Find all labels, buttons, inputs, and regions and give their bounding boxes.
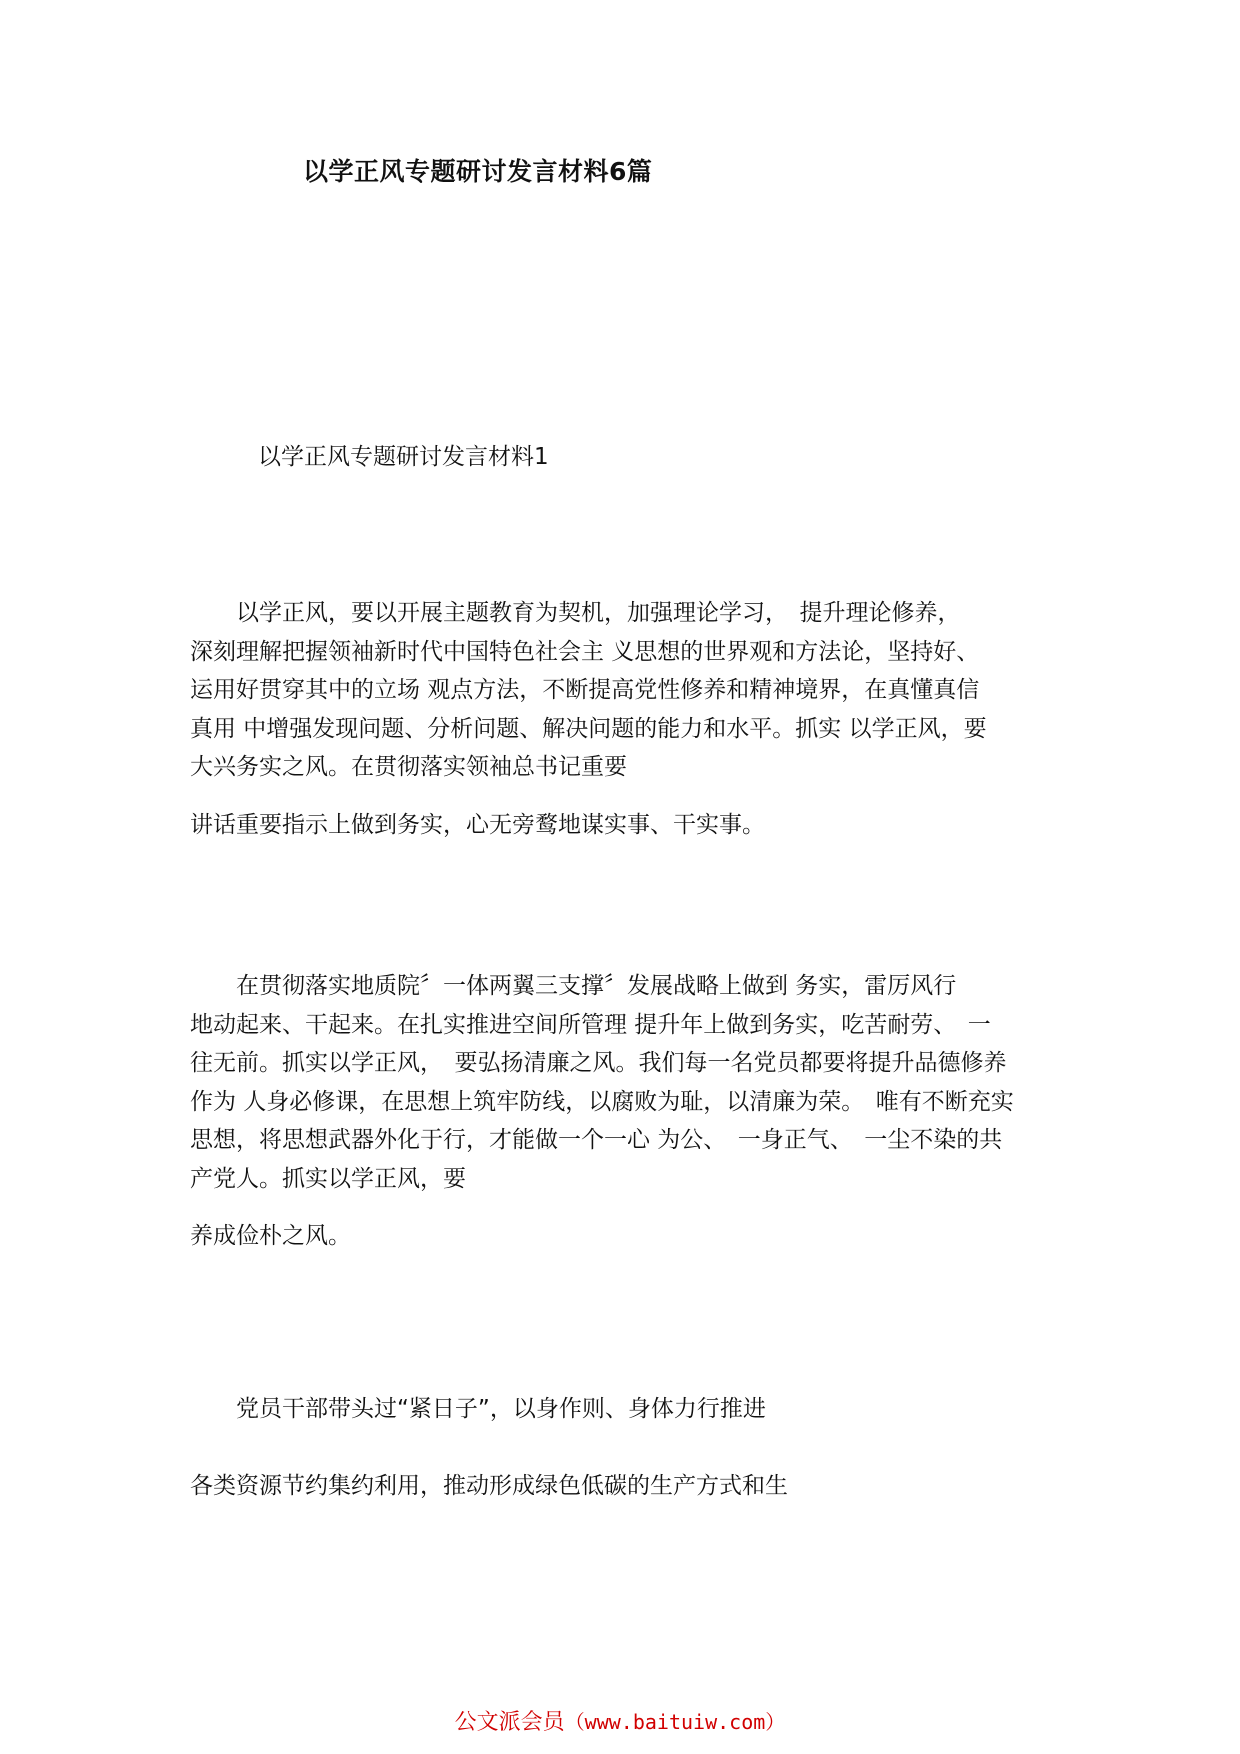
paragraph-1 (190, 594, 1070, 787)
paragraph-3-continuation: 各类资源节约集约利用，推动形成绿色低碳的生产方式和生 (190, 1473, 788, 1499)
paragraph-2 (190, 967, 1070, 1198)
document-title: 以学正风专题研讨发言材料6篇 (303, 157, 653, 186)
footer-brand: 公文派会员 (454, 1710, 565, 1735)
paragraph-2-continuation: 养成俭朴之风。 (190, 1223, 351, 1249)
paragraph-line: 在贯彻落实地质院〞一体两翼三支撑〞发展战略上做到 务实，雷厉风行 (190, 973, 957, 999)
footer-watermark (0, 1705, 1240, 1736)
paragraph-line: 运用好贯穿其中的立场 观点方法，不断提高党性修养和精神境界，在真懂真信 (190, 677, 980, 703)
paragraph-line: 思想，将思想武器外化于行，才能做一个一心 为公、 一身正气、 一尘不染的共 (190, 1127, 1003, 1153)
paragraph-3: 党员干部带头过“紧日子”，以身作则、身体力行推进 (190, 1396, 766, 1422)
paragraph-line: 产党人。抓实以学正风，要 (190, 1165, 466, 1192)
footer-url[interactable]: （www.baituiw.com） (564, 1710, 786, 1734)
paragraph-line: 真用 中增强发现问题、分析问题、解决问题的能力和水平。抓实 以学正风，要 (190, 715, 987, 742)
paragraph-line: 深刻理解把握领袖新时代中国特色社会主 义思想的世界观和方法论，坚持好、 (190, 638, 980, 665)
paragraph-line: 作为 人身必修课，在思想上筑牢防线，以腐败为耻，以清廉为荣。 唯有不断充实 (190, 1088, 1014, 1115)
section-heading: 以学正风专题研讨发言材料1 (258, 444, 549, 470)
paragraph-line: 地动起来、干起来。在扎实推进空间所管理 提升年上做到务实，吃苦耐劳、 一 (190, 1011, 991, 1038)
paragraph-1-continuation: 讲话重要指示上做到务实，心无旁鹜地谋实事、干实事。 (190, 812, 765, 838)
paragraph-line: 大兴务实之风。在贯彻落实领袖总书记重要 (190, 754, 627, 780)
paragraph-line: 以学正风，要以开展主题教育为契机，加强理论学习， 提升理论修养， (190, 600, 961, 626)
paragraph-line: 往无前。抓实以学正风， 要弘扬清廉之风。我们每一名党员都要将提升品德修养 (190, 1050, 1007, 1076)
